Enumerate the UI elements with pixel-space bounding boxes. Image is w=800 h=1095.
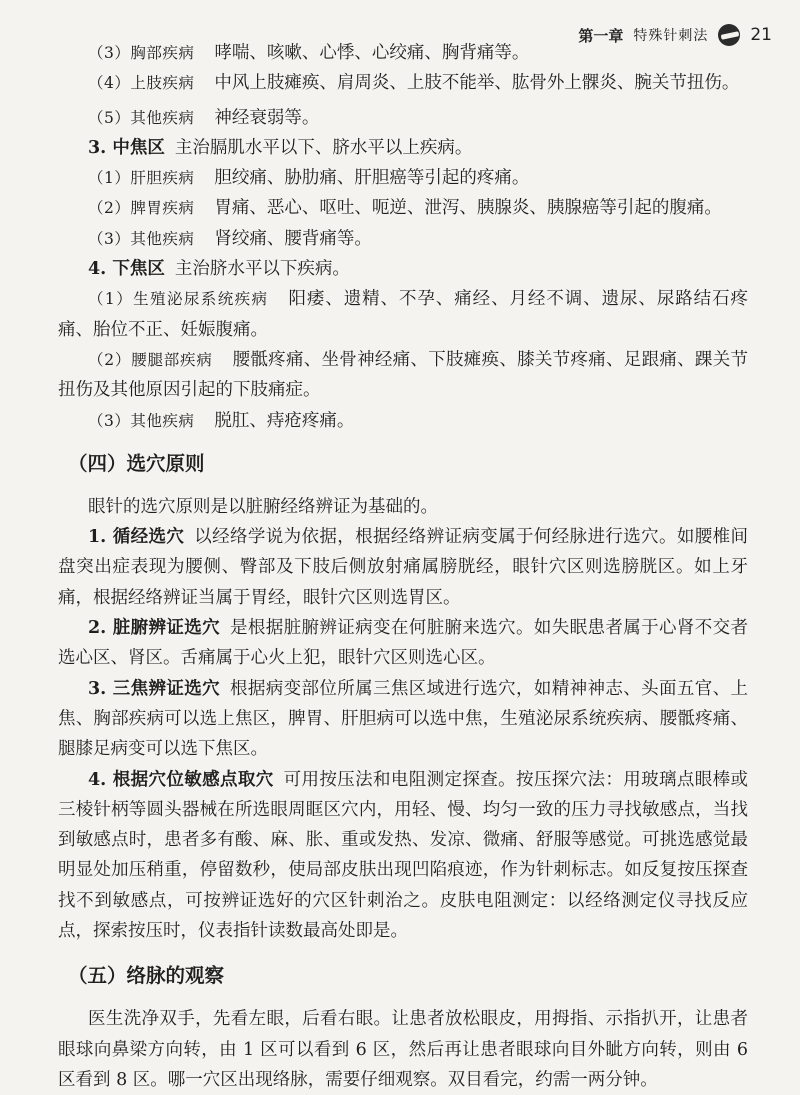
item-text: 以经络学说为依据，根据经络辨证病变属于何经脉进行选穴。如腰椎间盘突出症表现为腰侧、臀部及下肢后侧放射痛属膀胱经，眼针穴区则选膀胱区。如上牙痛，根据经络辨证当属于胃经，眼针穴区则选胃区。 — [58, 527, 748, 608]
paragraph — [58, 522, 748, 613]
list-item — [58, 103, 748, 133]
subitem-label: （2）腰腿部疾病 — [88, 350, 213, 369]
list-item — [58, 345, 748, 406]
item-heading: 1. 循经选穴 — [88, 527, 185, 548]
subitem-label: （3）胸部疾病 — [88, 44, 195, 62]
subitem-label: （5）其他疾病 — [88, 108, 195, 127]
paragraph — [58, 765, 748, 947]
subitem-label: （3）其他疾病 — [88, 411, 195, 430]
subitem-text: 肾绞痛、腰背痛等。 — [214, 228, 372, 249]
item-text: 主治脐水平以下疾病。 — [174, 259, 350, 280]
item-heading: 4. 下焦区 — [88, 259, 165, 280]
chapter-label: 第一章 — [578, 26, 624, 45]
item-heading: 2. 脏腑辨证选穴 — [88, 618, 220, 639]
item-heading: 4. 根据穴位敏感点取穴 — [88, 769, 274, 790]
section-heading: （四）选穴原则 — [68, 451, 205, 475]
list-item — [58, 254, 748, 284]
subitem-label: （2）脾胃疾病 — [88, 199, 195, 218]
subitem-text: 中风上肢瘫痪、肩周炎、上肢不能举、肱骨外上髁炎、腕关节扭伤。 — [214, 73, 740, 94]
paragraph: 眼针的选穴原则是以脏腑经络辨证为基础的。 — [88, 496, 438, 517]
list-item — [58, 68, 748, 98]
subitem-text: 阳痿、遗精、不孕、痛经、月经不调、遗尿、尿路结石疼痛、胎位不正、妊娠腹痛。 — [58, 289, 748, 340]
list-item — [58, 163, 748, 193]
subitem-label: （1）肝胆疾病 — [88, 169, 195, 188]
paragraph: 医生洗净双手，先看左眼，后看右眼。让患者放松眼皮，用拇指、示指扒开，让患者眼球向鼻梁方向转，由 1 区可以看到 6 区，然后再让患者眼球向目外眦方向转，则由 6 区看到 8 区。哪一穴区出现络脉，需要仔细观察。双目看完，约需一两分钟。 — [58, 1009, 748, 1090]
paragraph — [58, 613, 748, 674]
list-item — [58, 193, 748, 223]
page-body — [58, 38, 748, 1095]
subitem-label: （3）其他疾病 — [88, 229, 195, 248]
subitem-label: （4）上肢疾病 — [88, 74, 195, 93]
item-text: 主治膈肌水平以下、脐水平以上疾病。 — [174, 137, 473, 158]
item-heading: 3. 中焦区 — [88, 137, 165, 158]
list-item — [58, 224, 748, 254]
chapter-title: 特殊针刺法 — [633, 28, 709, 44]
subitem-text: 胃痛、恶心、呕吐、呃逆、泄泻、胰腺炎、胰腺癌等引起的腹痛。 — [214, 198, 722, 219]
section-heading: （五）络脉的观察 — [68, 964, 225, 988]
subitem-text: 腰骶疼痛、坐骨神经痛、下肢瘫痪、膝关节疼痛、足跟痛、踝关节扭伤及其他原因引起的下肢痛症。 — [58, 349, 748, 401]
list-item — [58, 284, 748, 345]
item-text: 可用按压法和电阻测定探查。按压探穴法：用玻璃点眼棒或三棱针柄等圆头器械在所选眼周眶区穴内，用轻、慢、均匀一致的压力寻找敏感点，当找到敏感点时，患者多有酸、麻、胀、重或发热、发凉、微痛、舒服等感觉。可挑选感觉最明显处加压稍重，停留数秒，使局部皮肤出现凹陷痕迹，作为针刺标志。如反复按压探查找不到敏感点，可按辨证选好的穴区针刺治之。皮肤电阻测定：以经络测定仪寻找反应点，探索按压时，仪表指针读数最高处即是。 — [58, 769, 748, 942]
list-item — [58, 133, 748, 163]
paragraph — [58, 674, 748, 765]
subitem-label: （1）生殖泌尿系统疾病 — [88, 290, 269, 309]
subitem-text: 胆绞痛、胁肋痛、肝胆癌等引起的疼痛。 — [214, 168, 530, 189]
item-text: 是根据脏腑辨证病变在何脏腑来选穴。如失眠患者属于心肾不交者选心区、肾区。舌痛属于心火上犯，眼针穴区则选心区。 — [58, 618, 748, 669]
item-text: 根据病变部位所属三焦区域进行选穴，如精神神志、头面五官、上焦、胸部疾病可以选上焦区，脾胃、肝胆病可以选中焦，生殖泌尿系统疾病、腰骶疼痛、腿膝足病变可以选下焦区。 — [58, 678, 748, 760]
list-item — [58, 406, 748, 436]
subitem-text: 神经衰弱等。 — [214, 107, 320, 128]
subitem-text: 哮喘、咳嗽、心悸、心绞痛、胸背痛等。 — [214, 43, 530, 63]
item-heading: 3. 三焦辨证选穴 — [88, 678, 220, 699]
subitem-text: 脱肛、痔疮疼痛。 — [214, 410, 355, 431]
page-number: 21 — [750, 25, 772, 45]
list-item — [58, 38, 748, 68]
